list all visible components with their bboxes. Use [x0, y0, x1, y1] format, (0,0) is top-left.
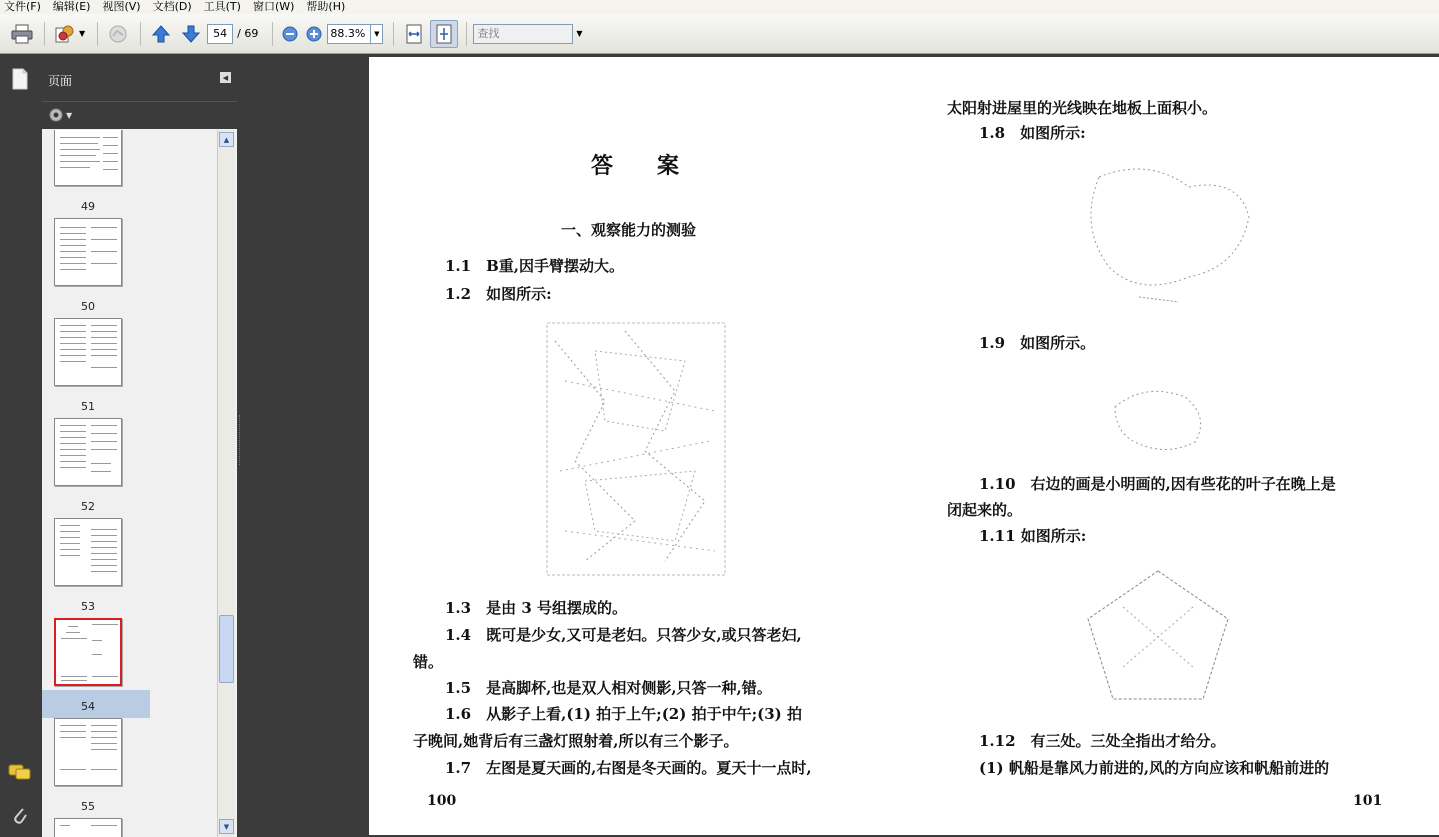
splitter-grip [239, 415, 241, 465]
chevron-down-icon[interactable]: ▼ [79, 29, 86, 38]
thumbnail-label: 50 [81, 300, 95, 313]
document-area [243, 55, 1439, 837]
page-thumbnail[interactable] [54, 318, 122, 386]
comments-button[interactable] [8, 761, 32, 785]
answer-line: 1.1 B重,因手臂摆动大。 [445, 257, 624, 275]
sign-button[interactable] [104, 20, 132, 48]
page-thumbnail[interactable] [54, 818, 122, 837]
zoom-in-icon [306, 26, 322, 42]
document-page-spread [369, 57, 1439, 835]
menu-bar [0, 0, 1439, 14]
figure-1-11-illustration [1083, 567, 1233, 707]
toolbar-separator [466, 22, 467, 46]
fit-page-button[interactable] [430, 20, 458, 48]
menu-help[interactable]: 帮助(H) [306, 0, 346, 13]
answer-line: 1.11 如图所示: [979, 527, 1087, 545]
zoom-out-button[interactable] [279, 20, 301, 48]
section-heading: 一、观察能力的测验 [561, 221, 697, 239]
thumbnail-list [42, 130, 217, 837]
find-input[interactable] [473, 24, 573, 44]
next-page-button[interactable] [177, 20, 205, 48]
answer-line: 错。 [413, 653, 444, 671]
thumbnail-label: 55 [81, 800, 95, 813]
fit-width-icon [405, 24, 423, 44]
menu-window[interactable]: 窗口(W) [252, 0, 295, 13]
printer-icon [11, 24, 33, 44]
zoom-in-button[interactable] [303, 20, 325, 48]
navigation-strip [0, 55, 42, 837]
page-total: / 69 [237, 27, 259, 40]
comment-icon [8, 763, 32, 783]
scroll-down-button[interactable] [219, 819, 234, 834]
page-title: 答案 [591, 153, 724, 179]
menu-tools[interactable]: 工具(T) [203, 0, 241, 13]
thumbnail-label: 49 [81, 200, 95, 213]
answer-line: 太阳射进屋里的光线映在地板上面积小。 [947, 99, 1218, 117]
fit-width-button[interactable] [400, 20, 428, 48]
answer-line: 闭起来的。 [947, 501, 1023, 519]
figure-1-9-illustration [1105, 377, 1215, 457]
chevron-left-icon: ◀ [222, 73, 229, 82]
chevron-down-icon[interactable]: ▼ [576, 29, 583, 38]
pages-panel [42, 55, 237, 837]
toolbar-separator [393, 22, 394, 46]
answer-line: 1.12 有三处。三处全指出才给分。 [979, 732, 1226, 750]
page-icon [11, 68, 29, 90]
pages-panel-header [42, 55, 237, 101]
page-thumbnail[interactable] [54, 718, 122, 786]
collaborate-button[interactable] [51, 20, 79, 48]
arrow-up-icon [151, 24, 171, 44]
chevron-down-icon: ▼ [223, 822, 230, 831]
arrow-down-icon [181, 24, 201, 44]
scroll-thumb[interactable] [219, 615, 234, 683]
toolbar-separator [272, 22, 273, 46]
zoom-dropdown-button[interactable] [371, 24, 383, 44]
page-thumbnail[interactable] [54, 518, 122, 586]
answer-line: 1.4 既可是少女,又可是老妇。只答少女,或只答老妇, [445, 626, 802, 644]
thumbnail-label: 53 [81, 600, 95, 613]
page-thumbnail[interactable] [54, 418, 122, 486]
pages-panel-title: 页面 [48, 74, 73, 88]
panel-options-bar [42, 101, 237, 129]
chevron-down-icon: ▼ [66, 110, 73, 120]
toolbar-separator [140, 22, 141, 46]
page-thumbnail[interactable] [54, 130, 122, 186]
chevron-up-icon: ▲ [223, 135, 230, 144]
menu-view[interactable]: 视图(V) [102, 0, 141, 13]
menu-edit[interactable]: 编辑(E) [52, 0, 91, 13]
page-thumbnail-selected[interactable] [54, 618, 122, 686]
answer-line: 1.7 左图是夏天画的,右图是冬天画的。夏天十一点时, [445, 759, 812, 777]
collapse-panel-button[interactable] [220, 72, 231, 83]
thumbnail-scrollbar[interactable] [217, 130, 235, 837]
fit-page-icon [435, 24, 453, 44]
answer-line: 子晚间,她背后有三盏灯照射着,所以有三个影子。 [413, 732, 739, 750]
options-button[interactable] [48, 107, 72, 123]
thumbnail-label: 51 [81, 400, 95, 413]
toolbar-separator [97, 22, 98, 46]
thumbnail-label: 54 [81, 700, 95, 713]
print-button[interactable] [8, 20, 36, 48]
page-number-right: 101 [1353, 793, 1383, 809]
answer-line: 1.8 如图所示: [979, 124, 1086, 142]
previous-page-button[interactable] [147, 20, 175, 48]
answer-line: 1.5 是高脚杯,也是双人相对侧影,只答一种,错。 [445, 679, 772, 697]
scroll-up-button[interactable] [219, 132, 234, 147]
answer-line: (1) 帆船是靠风力前进的,风的方向应该和帆船前进的 [979, 759, 1330, 777]
page-thumbnail[interactable] [54, 218, 122, 286]
answer-line: 1.2 如图所示: [445, 285, 552, 303]
answer-line: 1.9 如图所示。 [979, 334, 1096, 352]
zoom-input[interactable] [327, 24, 371, 44]
page-number-left: 100 [427, 793, 457, 809]
zoom-out-icon [282, 26, 298, 42]
answer-line: 1.3 是由 3 号组摆成的。 [445, 599, 627, 617]
thumbnail-label: 52 [81, 500, 95, 513]
answer-line: 1.6 从影子上看,(1) 拍于上午;(2) 拍于中午;(3) 拍 [445, 705, 802, 723]
menu-file[interactable]: 文件(F) [4, 0, 41, 13]
figure-1-2-illustration [545, 321, 727, 577]
pages-panel-button[interactable] [8, 67, 32, 91]
page-number-input[interactable] [207, 24, 233, 44]
share-icon [54, 24, 76, 44]
toolbar-separator [44, 22, 45, 46]
menu-document[interactable]: 文档(D) [152, 0, 192, 13]
paperclip-icon [11, 804, 29, 826]
toolbar [0, 14, 1439, 54]
answer-line: 1.10 右边的画是小明画的,因有些花的叶子在晚上是 [979, 475, 1336, 493]
figure-1-8-illustration [1069, 157, 1269, 307]
gear-icon [48, 107, 64, 123]
attachments-button[interactable] [8, 803, 32, 827]
sign-icon [107, 24, 129, 44]
chevron-down-icon: ▼ [374, 29, 380, 38]
